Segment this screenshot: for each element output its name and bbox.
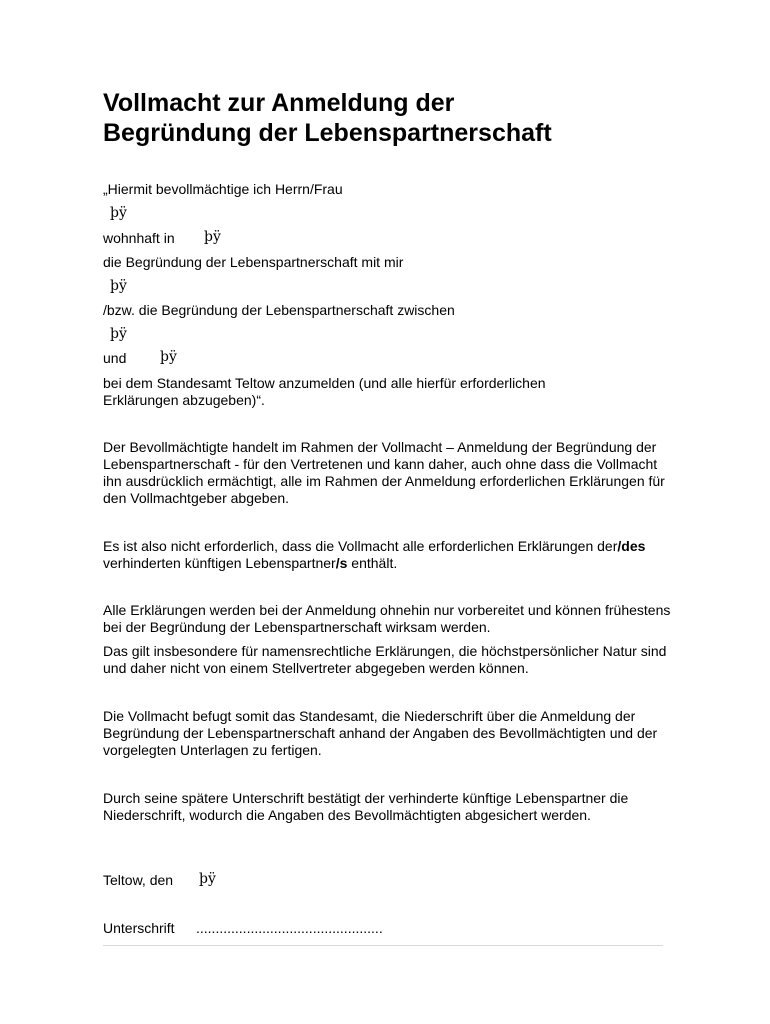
paragraph-text: Die Vollmacht befugt somit das Standesamt, die Niederschrift über die Anmeldung der Begründung der Lebenspartnerschaft anhand der Angaben des Bevollmächtigten und der vorgelegten Unterlagen zu fertigen. (103, 708, 658, 758)
bold-text: /des (617, 538, 646, 554)
paragraph-standesamt (103, 708, 673, 759)
signature-line[interactable]: ................................................ (196, 920, 383, 936)
text-part: verhinderten künftigen Lebenspartner (103, 555, 336, 571)
intro-line-1: „Hiermit bevollmächtige ich Herrn/Frau (103, 181, 343, 197)
name-field-1[interactable]: þÿ (110, 205, 127, 221)
name-field-2[interactable]: þÿ (110, 278, 127, 294)
paragraph-text (103, 538, 673, 572)
date-field[interactable]: þÿ (199, 871, 216, 887)
paragraph-unterschrift (103, 790, 673, 824)
document-title (103, 88, 703, 148)
intro-line-standesamt: bei dem Standesamt Teltow anzumelden (und alle hierfür erforderlichen (103, 375, 546, 391)
name-field-3[interactable]: þÿ (110, 326, 127, 342)
paragraph-text: Alle Erklärungen werden bei der Anmeldung ohnehin nur vorbereitet und können frühestens bei der Begründung der Lebenspartnerschaft wirksam werden. (103, 602, 671, 635)
wohnhaft-label: wohnhaft in (103, 230, 175, 246)
address-field[interactable]: þÿ (204, 229, 221, 245)
name-field-4[interactable]: þÿ (160, 349, 177, 365)
paragraph-text: Das gilt insbesondere für namensrechtliche Erklärungen, die höchstpersönlicher Natur sind und daher nicht von einem Stellvertreter abgegeben werden können. (103, 643, 667, 676)
intro-line-erklaerungen: Erklärungen abzugeben)“. (103, 392, 265, 408)
title-line-2: Begründung der Lebenspartnerschaft (103, 119, 552, 147)
paragraph-erklaerungen (103, 602, 673, 636)
paragraph-text: Durch seine spätere Unterschrift bestätigt der verhinderte künftige Lebenspartner die Niederschrift, wodurch die Angaben des Bevollmächtigten abgesichert werden. (103, 790, 629, 823)
signature-label: Unterschrift (103, 920, 175, 936)
paragraph-text: Der Bevollmächtigte handelt im Rahmen der Vollmacht – Anmeldung der Begründung der Lebenspartnerschaft - für den Vertretenen und kann daher, auch ohne dass die Vollmacht ihn ausdrücklich ermächtigt, alle im Rahmen der Anmeldung erforderlichen Erklärungen für den Vollmachtgeber abgeben. (103, 439, 665, 506)
footer-divider (103, 945, 663, 946)
paragraph-namensrecht (103, 643, 673, 677)
text-part: enthält. (347, 555, 398, 571)
bold-text: /s (335, 555, 348, 571)
text-part: Es ist also nicht erforderlich, dass die Vollmacht alle erforderlichen Erklärungen der (103, 538, 618, 554)
intro-line-mit-mir: die Begründung der Lebenspartnerschaft mit mir (103, 254, 404, 270)
title-line-1: Vollmacht zur Anmeldung der (103, 89, 455, 117)
und-label: und (103, 350, 127, 366)
paragraph-bevollmaechtigte (103, 439, 673, 507)
paragraph-nicht-erforderlich (103, 538, 673, 572)
intro-line-zwischen: /bzw. die Begründung der Lebenspartnerschaft zwischen (103, 302, 455, 318)
place-date-label: Teltow, den (103, 872, 174, 888)
